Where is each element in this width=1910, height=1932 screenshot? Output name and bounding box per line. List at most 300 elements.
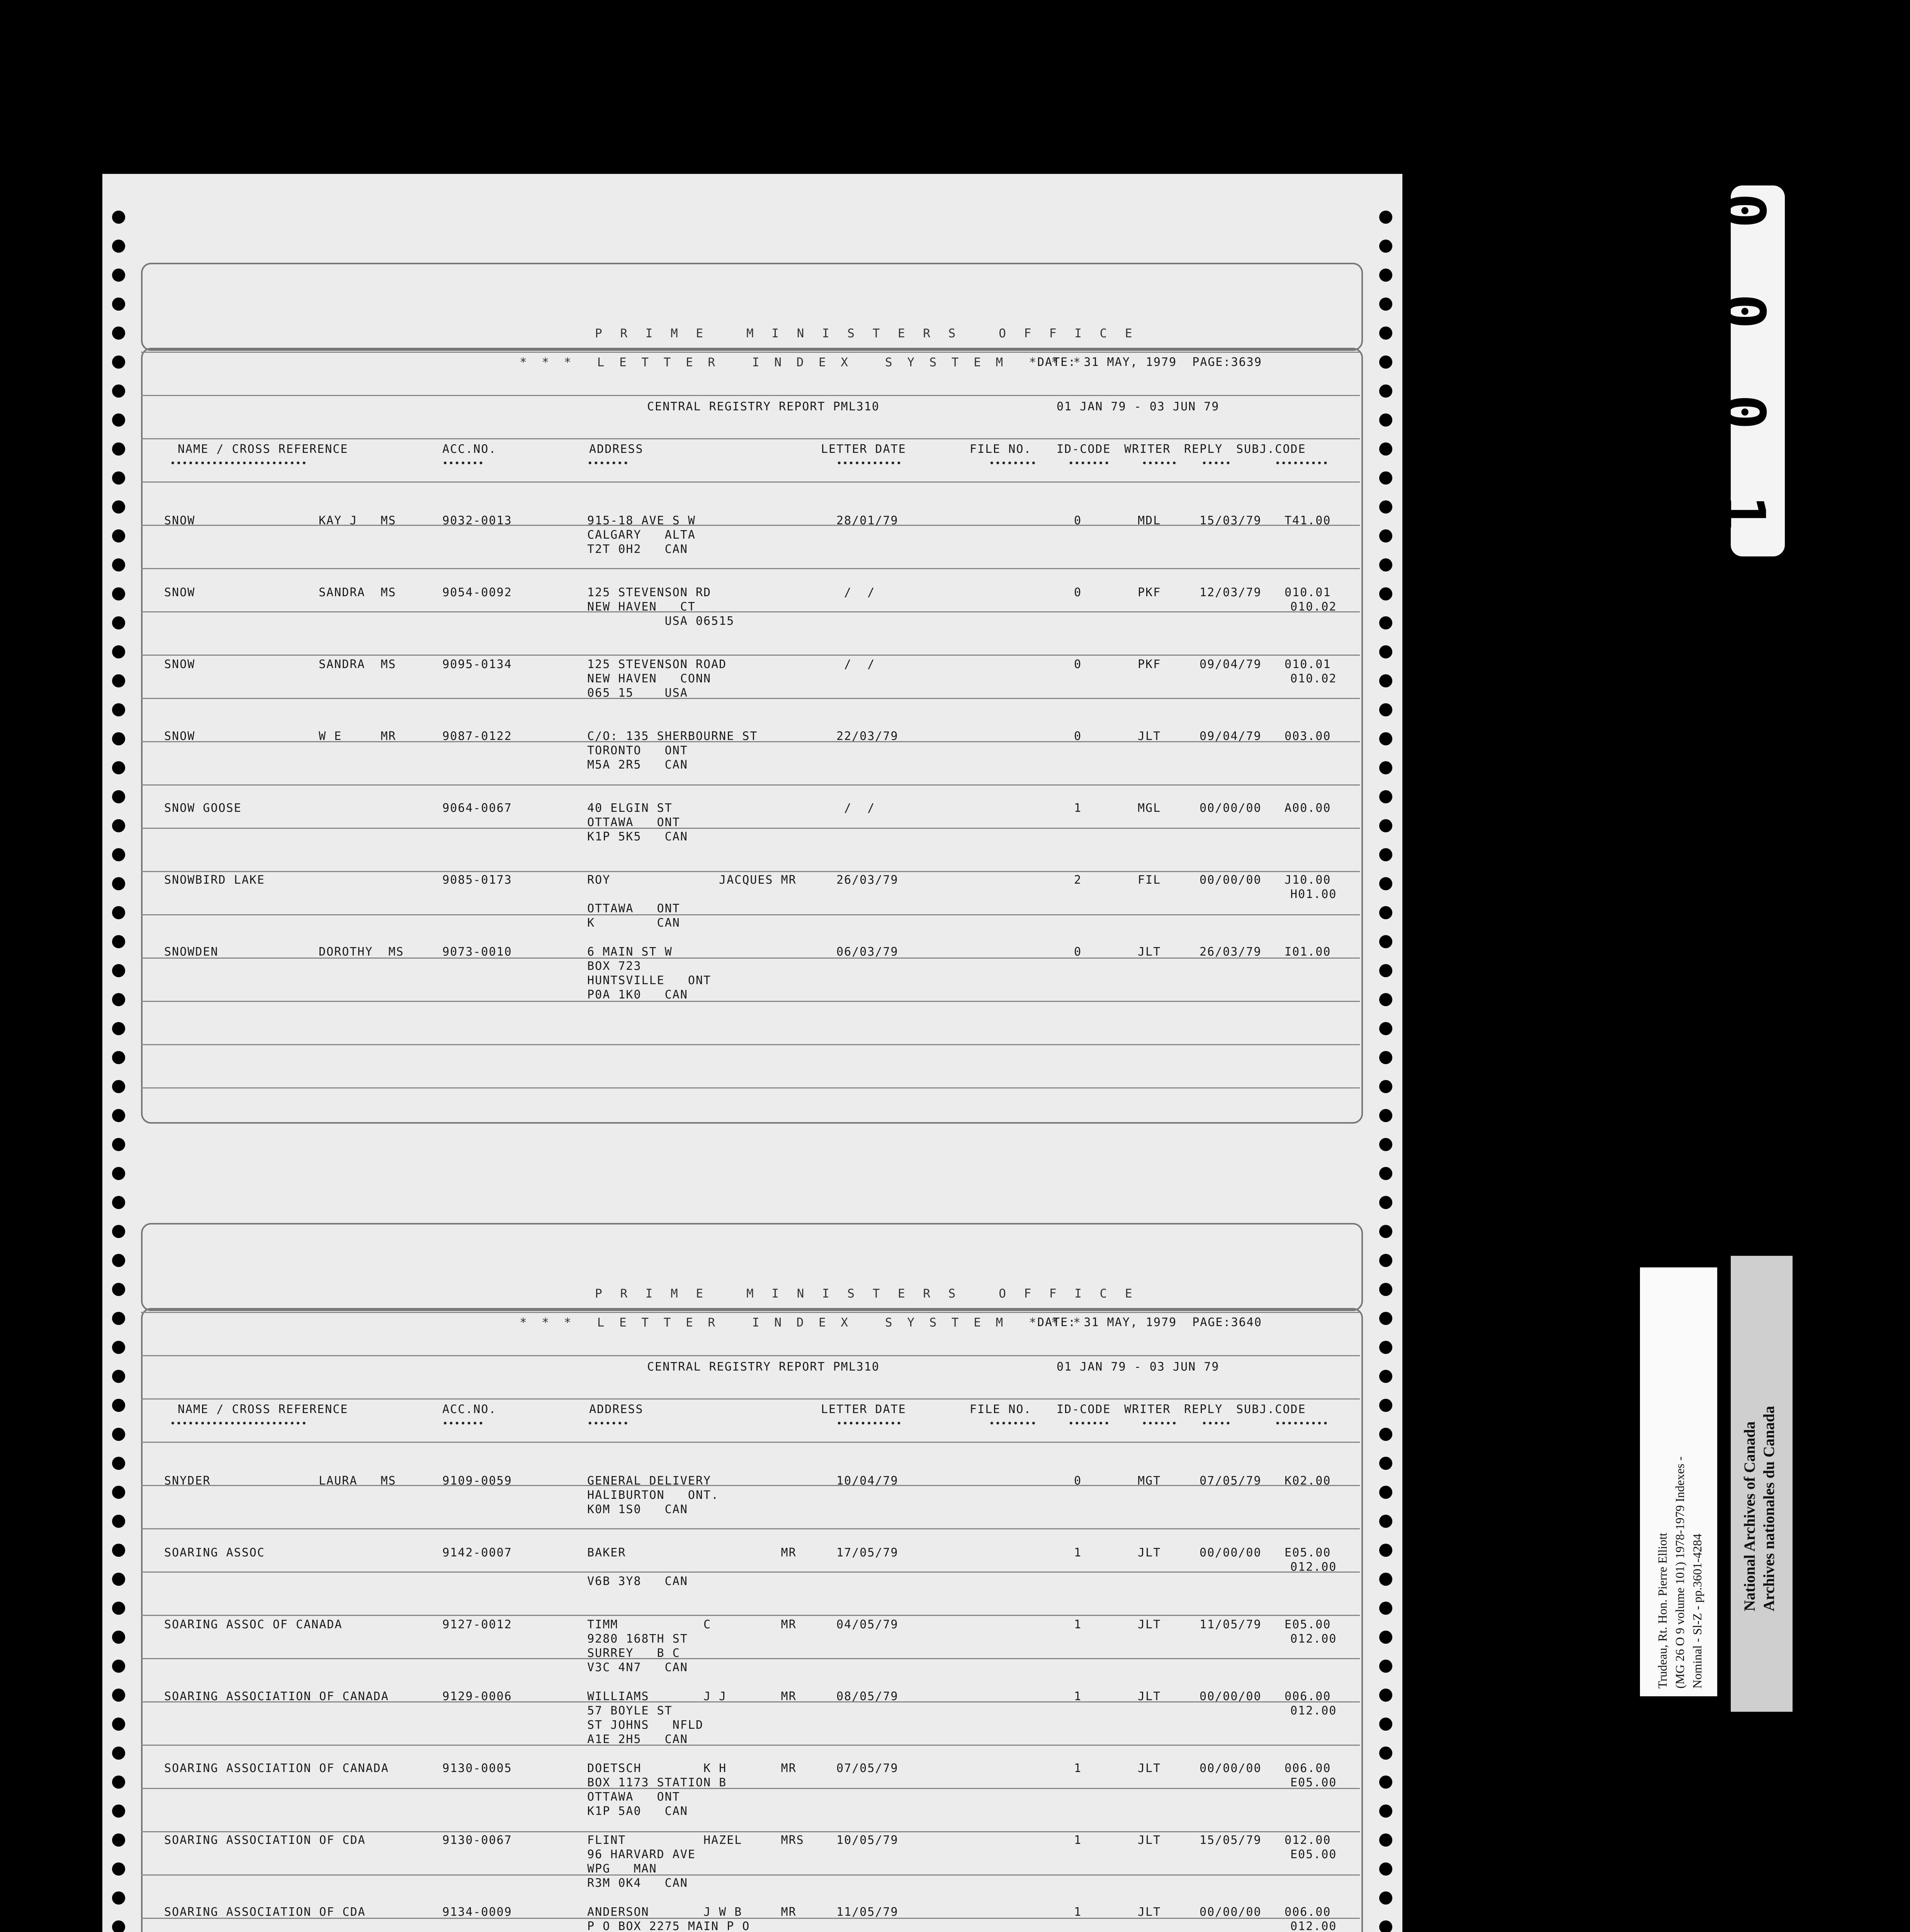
entry-acc-no: 9054-0092 bbox=[442, 586, 512, 599]
entry-address-line: TIMM C MR bbox=[587, 1618, 797, 1631]
left-feed-hole bbox=[112, 848, 125, 861]
right-feed-hole bbox=[1379, 1747, 1392, 1760]
entry-address-line: 065 15 USA bbox=[587, 686, 688, 700]
col-reply-header: REPLY bbox=[1184, 1403, 1223, 1416]
left-feed-hole bbox=[112, 964, 125, 977]
left-feed-hole bbox=[112, 1196, 125, 1209]
left-feed-hole bbox=[112, 935, 125, 948]
entry-subject-code: J10.00 bbox=[1285, 873, 1331, 887]
entry-address-line: HALIBURTON ONT. bbox=[587, 1488, 719, 1502]
form-line bbox=[141, 1874, 1360, 1876]
right-feed-hole bbox=[1379, 500, 1392, 514]
left-feed-hole bbox=[112, 819, 125, 832]
entry-acc-no: 9095-0134 bbox=[442, 658, 512, 671]
entry-id-code: 0 bbox=[1074, 945, 1082, 959]
entry-address-line: 125 STEVENSON RD bbox=[587, 586, 711, 599]
entry-subject-code: 012.00 bbox=[1285, 1833, 1331, 1847]
entry-address-line: BAKER MR bbox=[587, 1546, 797, 1560]
column-underline: ••••••••• bbox=[1275, 1418, 1329, 1429]
right-feed-hole bbox=[1379, 761, 1392, 774]
entry-id-code: 1 bbox=[1074, 1618, 1082, 1631]
entry-address-line: GENERAL DELIVERY bbox=[587, 1474, 711, 1488]
entry-name: SNOW GOOSE bbox=[164, 801, 242, 815]
entry-writer: JLT bbox=[1138, 945, 1161, 959]
column-underline: ••••••• bbox=[587, 458, 629, 469]
entry-reply-date: 09/04/79 bbox=[1200, 658, 1262, 671]
entry-reply-date: 07/05/79 bbox=[1200, 1474, 1262, 1488]
form-line bbox=[141, 1615, 1360, 1616]
form-line bbox=[141, 1745, 1360, 1746]
entry-writer: MGT bbox=[1138, 1474, 1161, 1488]
report-name: CENTRAL REGISTRY REPORT PML310 bbox=[647, 400, 880, 413]
entry-address-line: P0A 1K0 CAN bbox=[587, 988, 688, 1002]
left-feed-hole bbox=[112, 1891, 125, 1905]
right-feed-hole bbox=[1379, 1109, 1392, 1122]
col-id-code-header: ID-CODE bbox=[1057, 1403, 1111, 1416]
form-line bbox=[141, 481, 1360, 483]
entry-id-code: 0 bbox=[1074, 586, 1082, 599]
entry-acc-no: 9134-0009 bbox=[442, 1905, 512, 1919]
entry-address-line: BOX 723 bbox=[587, 959, 642, 973]
entry-name: SOARING ASSOCIATION OF CDA bbox=[164, 1833, 366, 1847]
entry-name: SNOW bbox=[164, 586, 195, 599]
right-feed-hole bbox=[1379, 529, 1392, 543]
entry-reply-date: 00/00/00 bbox=[1200, 1690, 1262, 1703]
entry-address-line: K1P 5K5 CAN bbox=[587, 830, 688, 844]
right-feed-hole bbox=[1379, 1804, 1392, 1818]
entry-writer: JLT bbox=[1138, 1690, 1161, 1703]
entry-name: SNOW bbox=[164, 730, 195, 743]
entry-address-line: CALGARY ALTA bbox=[587, 528, 696, 542]
entry-acc-no: 9109-0059 bbox=[442, 1474, 512, 1488]
entry-letter-date: 22/03/79 bbox=[836, 730, 899, 743]
entry-id-code: 0 bbox=[1074, 730, 1082, 743]
column-underline: ••••• bbox=[1201, 1418, 1232, 1429]
right-feed-hole bbox=[1379, 1515, 1392, 1528]
entry-address-line: ST JOHNS NFLD bbox=[587, 1718, 704, 1732]
entry-reply-date: 00/00/00 bbox=[1200, 1546, 1262, 1560]
entry-subject-code: 010.02 bbox=[1290, 600, 1337, 614]
entry-address-line: ROY JACQUES MR bbox=[587, 873, 797, 887]
entry-reply-date: 09/04/79 bbox=[1200, 730, 1262, 743]
entry-subject-code: A00.00 bbox=[1285, 801, 1331, 815]
form-line bbox=[141, 568, 1360, 569]
entry-address-line: 9280 168TH ST bbox=[587, 1632, 688, 1646]
col-name-header: NAME / CROSS REFERENCE bbox=[178, 442, 348, 456]
entry-reply-date: 12/03/79 bbox=[1200, 586, 1262, 599]
right-feed-hole bbox=[1379, 1167, 1392, 1180]
column-underline: ••••••• bbox=[442, 458, 484, 469]
entry-subject-code: H01.00 bbox=[1290, 888, 1337, 901]
right-feed-hole bbox=[1379, 674, 1392, 687]
entry-cross-reference: LAURA MS bbox=[319, 1474, 396, 1488]
col-acc-header: ACC.NO. bbox=[442, 442, 497, 456]
left-feed-hole bbox=[112, 761, 125, 774]
left-feed-hole bbox=[112, 790, 125, 803]
left-feed-hole bbox=[112, 1631, 125, 1644]
right-feed-hole bbox=[1379, 1225, 1392, 1238]
entry-subject-code: E05.00 bbox=[1290, 1848, 1337, 1861]
left-feed-hole bbox=[112, 1602, 125, 1615]
entry-address-line: DOETSCH K H MR bbox=[587, 1762, 797, 1775]
left-feed-hole bbox=[112, 1254, 125, 1267]
entry-subject-code: 010.01 bbox=[1285, 586, 1331, 599]
entry-acc-no: 9073-0010 bbox=[442, 945, 512, 959]
entry-letter-date: 26/03/79 bbox=[836, 873, 899, 887]
left-feed-hole bbox=[112, 442, 125, 456]
entry-reply-date: 00/00/00 bbox=[1200, 873, 1262, 887]
entry-subject-code: 012.00 bbox=[1290, 1920, 1337, 1932]
entry-address-line: 915-18 AVE S W bbox=[587, 514, 696, 527]
left-feed-hole bbox=[112, 269, 125, 282]
institution-name-en: National Archives of Canada bbox=[1741, 1421, 1758, 1611]
entry-address-line: OTTAWA ONT bbox=[587, 1790, 680, 1804]
col-subj-header: SUBJ.CODE bbox=[1236, 1403, 1306, 1416]
right-feed-hole bbox=[1379, 993, 1392, 1006]
entry-cross-reference: SANDRA MS bbox=[319, 586, 396, 599]
left-feed-hole bbox=[112, 1283, 125, 1296]
form-line bbox=[141, 1571, 1360, 1573]
right-feed-hole bbox=[1379, 935, 1392, 948]
entry-name: SOARING ASSOCIATION OF CDA bbox=[164, 1905, 366, 1919]
right-feed-hole bbox=[1379, 964, 1392, 977]
col-letter-date-header: LETTER DATE bbox=[821, 1403, 906, 1416]
column-underline: ••••••••• bbox=[1275, 458, 1329, 469]
archive-ref-line-1: Trudeau, Rt. Hon. Pierre Elliott bbox=[1655, 1532, 1669, 1689]
report-page-2 bbox=[141, 1223, 1362, 1932]
report-date-page: DATE: 31 MAY, 1979 PAGE:3639 bbox=[1037, 355, 1262, 369]
entry-subject-code: 010.01 bbox=[1285, 658, 1331, 671]
entry-writer: PKF bbox=[1138, 586, 1161, 599]
right-feed-hole bbox=[1379, 1370, 1392, 1383]
entry-address-line: V3C 4N7 CAN bbox=[587, 1661, 688, 1674]
report-period: 01 JAN 79 - 03 JUN 79 bbox=[1057, 1360, 1220, 1374]
entry-name: SNYDER bbox=[164, 1474, 211, 1488]
form-line bbox=[141, 611, 1360, 612]
column-underline: ••••••••••• bbox=[836, 1418, 902, 1429]
left-feed-hole bbox=[112, 1457, 125, 1470]
column-underline: ••••• bbox=[1201, 458, 1232, 469]
left-feed-hole bbox=[112, 1341, 125, 1354]
entry-letter-date: / / bbox=[836, 658, 875, 671]
entry-subject-code: 006.00 bbox=[1285, 1690, 1331, 1703]
entry-address-line: OTTAWA ONT bbox=[587, 816, 680, 829]
left-feed-hole bbox=[112, 327, 125, 340]
entry-subject-code: 012.00 bbox=[1290, 1704, 1337, 1718]
entry-address-line: C/O: 135 SHERBOURNE ST bbox=[587, 730, 758, 743]
left-feed-hole bbox=[112, 1399, 125, 1412]
form-line bbox=[141, 1001, 1360, 1002]
entry-address-line: TORONTO ONT bbox=[587, 744, 688, 757]
form-line bbox=[141, 828, 1360, 829]
entry-id-code: 0 bbox=[1074, 1474, 1082, 1488]
left-feed-hole bbox=[112, 211, 125, 224]
entry-address-line: K1P 5A0 CAN bbox=[587, 1804, 688, 1818]
left-feed-hole bbox=[112, 1920, 125, 1932]
right-feed-hole bbox=[1379, 1544, 1392, 1557]
entry-acc-no: 9142-0007 bbox=[442, 1546, 512, 1560]
entry-address-line: K0M 1S0 CAN bbox=[587, 1503, 688, 1516]
entry-cross-reference: KAY J MS bbox=[319, 514, 396, 527]
entry-subject-code: 012.00 bbox=[1290, 1560, 1337, 1574]
entry-name: SOARING ASSOC OF CANADA bbox=[164, 1618, 343, 1631]
right-feed-hole bbox=[1379, 790, 1392, 803]
column-underline: ••••••• bbox=[1068, 458, 1110, 469]
right-feed-hole bbox=[1379, 1486, 1392, 1499]
entry-reply-date: 15/05/79 bbox=[1200, 1833, 1262, 1847]
right-feed-hole bbox=[1379, 645, 1392, 658]
right-feed-hole bbox=[1379, 240, 1392, 253]
entry-letter-date: / / bbox=[836, 801, 875, 815]
entry-writer: JLT bbox=[1138, 730, 1161, 743]
left-feed-hole bbox=[112, 674, 125, 687]
frame-number-strip bbox=[1710, 185, 1785, 646]
form-line bbox=[141, 1087, 1360, 1088]
right-feed-hole bbox=[1379, 732, 1392, 745]
form-line bbox=[141, 1442, 1360, 1443]
form-line bbox=[141, 871, 1360, 872]
entry-id-code: 0 bbox=[1074, 514, 1082, 527]
col-acc-header: ACC.NO. bbox=[442, 1403, 497, 1416]
right-feed-hole bbox=[1379, 1022, 1392, 1035]
col-writer-header: WRITER bbox=[1124, 1403, 1171, 1416]
left-feed-hole bbox=[112, 413, 125, 427]
column-underline: •••••••• bbox=[989, 458, 1037, 469]
right-feed-hole bbox=[1379, 1428, 1392, 1441]
column-underline: ••••••• bbox=[587, 1418, 629, 1429]
entry-subject-code: K02.00 bbox=[1285, 1474, 1331, 1488]
entry-reply-date: 11/05/79 bbox=[1200, 1618, 1262, 1631]
entry-address-line: WPG MAN bbox=[587, 1862, 657, 1876]
right-feed-hole bbox=[1379, 355, 1392, 369]
entry-address-line: 125 STEVENSON ROAD bbox=[587, 658, 727, 671]
entry-address-line: NEW HAVEN CONN bbox=[587, 672, 711, 685]
left-feed-hole bbox=[112, 384, 125, 398]
form-line bbox=[141, 1355, 1360, 1356]
right-feed-hole bbox=[1379, 906, 1392, 919]
column-underline: •••••••• bbox=[989, 1418, 1037, 1429]
right-feed-hole bbox=[1379, 1573, 1392, 1586]
entry-address-line: T2T 0H2 CAN bbox=[587, 543, 688, 556]
right-feed-hole bbox=[1379, 269, 1392, 282]
entry-address-line: V6B 3Y8 CAN bbox=[587, 1575, 688, 1588]
left-feed-hole bbox=[112, 471, 125, 485]
left-feed-hole bbox=[112, 993, 125, 1006]
entry-letter-date: 10/04/79 bbox=[836, 1474, 899, 1488]
left-feed-hole bbox=[112, 529, 125, 543]
frame-number: 0 0 0 1 4 bbox=[1710, 193, 1777, 646]
entry-reply-date: 00/00/00 bbox=[1200, 801, 1262, 815]
entry-writer: FIL bbox=[1138, 873, 1161, 887]
left-feed-hole bbox=[112, 355, 125, 369]
left-feed-hole bbox=[112, 1167, 125, 1180]
form-line bbox=[141, 1528, 1360, 1529]
right-feed-hole bbox=[1379, 1833, 1392, 1847]
entry-reply-date: 00/00/00 bbox=[1200, 1905, 1262, 1919]
entry-subject-code: 006.00 bbox=[1285, 1762, 1331, 1775]
right-feed-hole bbox=[1379, 442, 1392, 456]
left-feed-hole bbox=[112, 558, 125, 571]
entry-writer: MDL bbox=[1138, 514, 1161, 527]
entry-name: SOARING ASSOCIATION OF CANADA bbox=[164, 1690, 389, 1703]
right-feed-hole bbox=[1379, 384, 1392, 398]
form-line bbox=[141, 1788, 1360, 1789]
entry-id-code: 1 bbox=[1074, 1833, 1082, 1847]
left-feed-hole bbox=[112, 732, 125, 745]
entry-letter-date: 06/03/79 bbox=[836, 945, 899, 959]
archive-institution-label bbox=[1731, 1256, 1793, 1712]
right-feed-hole bbox=[1379, 1660, 1392, 1673]
entry-acc-no: 9130-0067 bbox=[442, 1833, 512, 1847]
left-feed-hole bbox=[112, 1138, 125, 1151]
entry-address-line: 96 HARVARD AVE bbox=[587, 1848, 696, 1861]
col-address-header: ADDRESS bbox=[589, 442, 644, 456]
entry-letter-date: 10/05/79 bbox=[836, 1833, 899, 1847]
entry-address-line: K CAN bbox=[587, 916, 680, 930]
entry-subject-code: 006.00 bbox=[1285, 1905, 1331, 1919]
entry-writer: JLT bbox=[1138, 1905, 1161, 1919]
form-line bbox=[141, 1831, 1360, 1832]
left-feed-hole bbox=[112, 1486, 125, 1499]
entry-name: SOARING ASSOCIATION OF CANADA bbox=[164, 1762, 389, 1775]
right-feed-hole bbox=[1379, 1341, 1392, 1354]
right-feed-hole bbox=[1379, 298, 1392, 311]
left-feed-hole bbox=[112, 1776, 125, 1789]
entry-acc-no: 9127-0012 bbox=[442, 1618, 512, 1631]
form-line bbox=[141, 655, 1360, 656]
column-underline: •••••• bbox=[1142, 1418, 1178, 1429]
right-feed-hole bbox=[1379, 1862, 1392, 1876]
left-feed-hole bbox=[112, 906, 125, 919]
entry-subject-code: 003.00 bbox=[1285, 730, 1331, 743]
left-feed-hole bbox=[112, 240, 125, 253]
right-feed-hole bbox=[1379, 848, 1392, 861]
entry-writer: PKF bbox=[1138, 658, 1161, 671]
column-underline: ••••••••••••••••••••••• bbox=[170, 458, 308, 469]
entry-cross-reference: W E MR bbox=[319, 730, 396, 743]
right-feed-hole bbox=[1379, 1138, 1392, 1151]
right-feed-hole bbox=[1379, 1920, 1392, 1932]
form-line bbox=[141, 914, 1360, 915]
col-name-header: NAME / CROSS REFERENCE bbox=[178, 1403, 348, 1416]
report-page-1 bbox=[141, 263, 1362, 1198]
report-period: 01 JAN 79 - 03 JUN 79 bbox=[1057, 400, 1220, 413]
entry-acc-no: 9130-0005 bbox=[442, 1762, 512, 1775]
right-feed-hole bbox=[1379, 1254, 1392, 1267]
left-feed-hole bbox=[112, 1515, 125, 1528]
left-feed-hole bbox=[112, 1718, 125, 1731]
right-feed-hole bbox=[1379, 327, 1392, 340]
left-feed-hole bbox=[112, 1833, 125, 1847]
system-title: * * * L E T T E R I N D E X S Y S T E M * * * bbox=[520, 1316, 1084, 1330]
left-feed-hole bbox=[112, 1862, 125, 1876]
left-feed-hole bbox=[112, 1804, 125, 1818]
left-feed-hole bbox=[112, 500, 125, 514]
left-feed-hole bbox=[112, 298, 125, 311]
entry-address-line: HUNTSVILLE ONT bbox=[587, 974, 711, 987]
left-feed-hole bbox=[112, 1689, 125, 1702]
entry-subject-code: E05.00 bbox=[1285, 1618, 1331, 1631]
archive-ref-line-3: Nominal - Sl-Z - pp.3601-4284 bbox=[1690, 1534, 1704, 1689]
left-feed-hole bbox=[112, 1573, 125, 1586]
entry-cross-reference: SANDRA MS bbox=[319, 658, 396, 671]
col-address-header: ADDRESS bbox=[589, 1403, 644, 1416]
entry-letter-date: 04/05/79 bbox=[836, 1618, 899, 1631]
right-feed-hole bbox=[1379, 211, 1392, 224]
left-feed-hole bbox=[112, 1312, 125, 1325]
column-underline: ••••••••••••••••••••••• bbox=[170, 1418, 308, 1429]
entry-id-code: 1 bbox=[1074, 801, 1082, 815]
right-feed-hole bbox=[1379, 1196, 1392, 1209]
entry-name: SNOW bbox=[164, 658, 195, 671]
right-feed-hole bbox=[1379, 1051, 1392, 1064]
entry-writer: JLT bbox=[1138, 1618, 1161, 1631]
entry-address-line: A1E 2H5 CAN bbox=[587, 1733, 688, 1746]
form-line bbox=[141, 352, 1360, 353]
left-feed-hole bbox=[112, 1747, 125, 1760]
entry-address-line: NEW HAVEN CT bbox=[587, 600, 696, 614]
entry-subject-code: T41.00 bbox=[1285, 514, 1331, 527]
right-feed-hole bbox=[1379, 616, 1392, 629]
entry-acc-no: 9085-0173 bbox=[442, 873, 512, 887]
left-feed-hole bbox=[112, 1080, 125, 1093]
entry-name: SOARING ASSOC bbox=[164, 1546, 265, 1560]
right-feed-hole bbox=[1379, 1399, 1392, 1412]
column-underline: •••••• bbox=[1142, 458, 1178, 469]
entry-name: SNOW bbox=[164, 514, 195, 527]
left-feed-hole bbox=[112, 1370, 125, 1383]
right-feed-hole bbox=[1379, 1602, 1392, 1615]
right-feed-hole bbox=[1379, 1718, 1392, 1731]
col-reply-header: REPLY bbox=[1184, 442, 1223, 456]
entry-reply-date: 15/03/79 bbox=[1200, 514, 1262, 527]
entry-id-code: 1 bbox=[1074, 1905, 1082, 1919]
form-line bbox=[141, 1398, 1360, 1400]
column-underline: ••••••• bbox=[1068, 1418, 1110, 1429]
col-file-no-header: FILE NO. bbox=[970, 442, 1032, 456]
archive-ref-line-2: (MG 26 O 9 volume 101) 1978-1979 Indexes - bbox=[1673, 1456, 1687, 1689]
form-line bbox=[141, 698, 1360, 699]
right-feed-hole bbox=[1379, 877, 1392, 890]
entry-name: SNOWBIRD LAKE bbox=[164, 873, 265, 887]
right-feed-hole bbox=[1379, 1312, 1392, 1325]
entry-letter-date: 08/05/79 bbox=[836, 1690, 899, 1703]
entry-address-line: 40 ELGIN ST bbox=[587, 801, 673, 815]
entry-address-line: P O BOX 2275 MAIN P O bbox=[587, 1920, 750, 1932]
left-feed-hole bbox=[112, 877, 125, 890]
entry-address-line: 57 BOYLE ST bbox=[587, 1704, 673, 1718]
entry-address-line: WILLIAMS J J MR bbox=[587, 1690, 797, 1703]
institution-name-fr: Archives nationales du Canada bbox=[1760, 1406, 1777, 1611]
entry-id-code: 1 bbox=[1074, 1690, 1082, 1703]
column-underline: ••••••• bbox=[442, 1418, 484, 1429]
right-feed-hole bbox=[1379, 703, 1392, 716]
entry-address-line: BOX 1173 STATION B bbox=[587, 1776, 727, 1789]
entry-writer: JLT bbox=[1138, 1762, 1161, 1775]
form-line bbox=[141, 395, 1360, 396]
column-underline: ••••••••••• bbox=[836, 458, 902, 469]
entry-address-line: 6 MAIN ST W bbox=[587, 945, 673, 959]
left-feed-hole bbox=[112, 645, 125, 658]
right-feed-hole bbox=[1379, 1457, 1392, 1470]
right-feed-hole bbox=[1379, 413, 1392, 427]
right-feed-hole bbox=[1379, 819, 1392, 832]
entry-letter-date: 17/05/79 bbox=[836, 1546, 899, 1560]
form-line bbox=[141, 1658, 1360, 1659]
right-feed-hole bbox=[1379, 1689, 1392, 1702]
col-file-no-header: FILE NO. bbox=[970, 1403, 1032, 1416]
entry-subject-code: E05.00 bbox=[1290, 1776, 1337, 1789]
